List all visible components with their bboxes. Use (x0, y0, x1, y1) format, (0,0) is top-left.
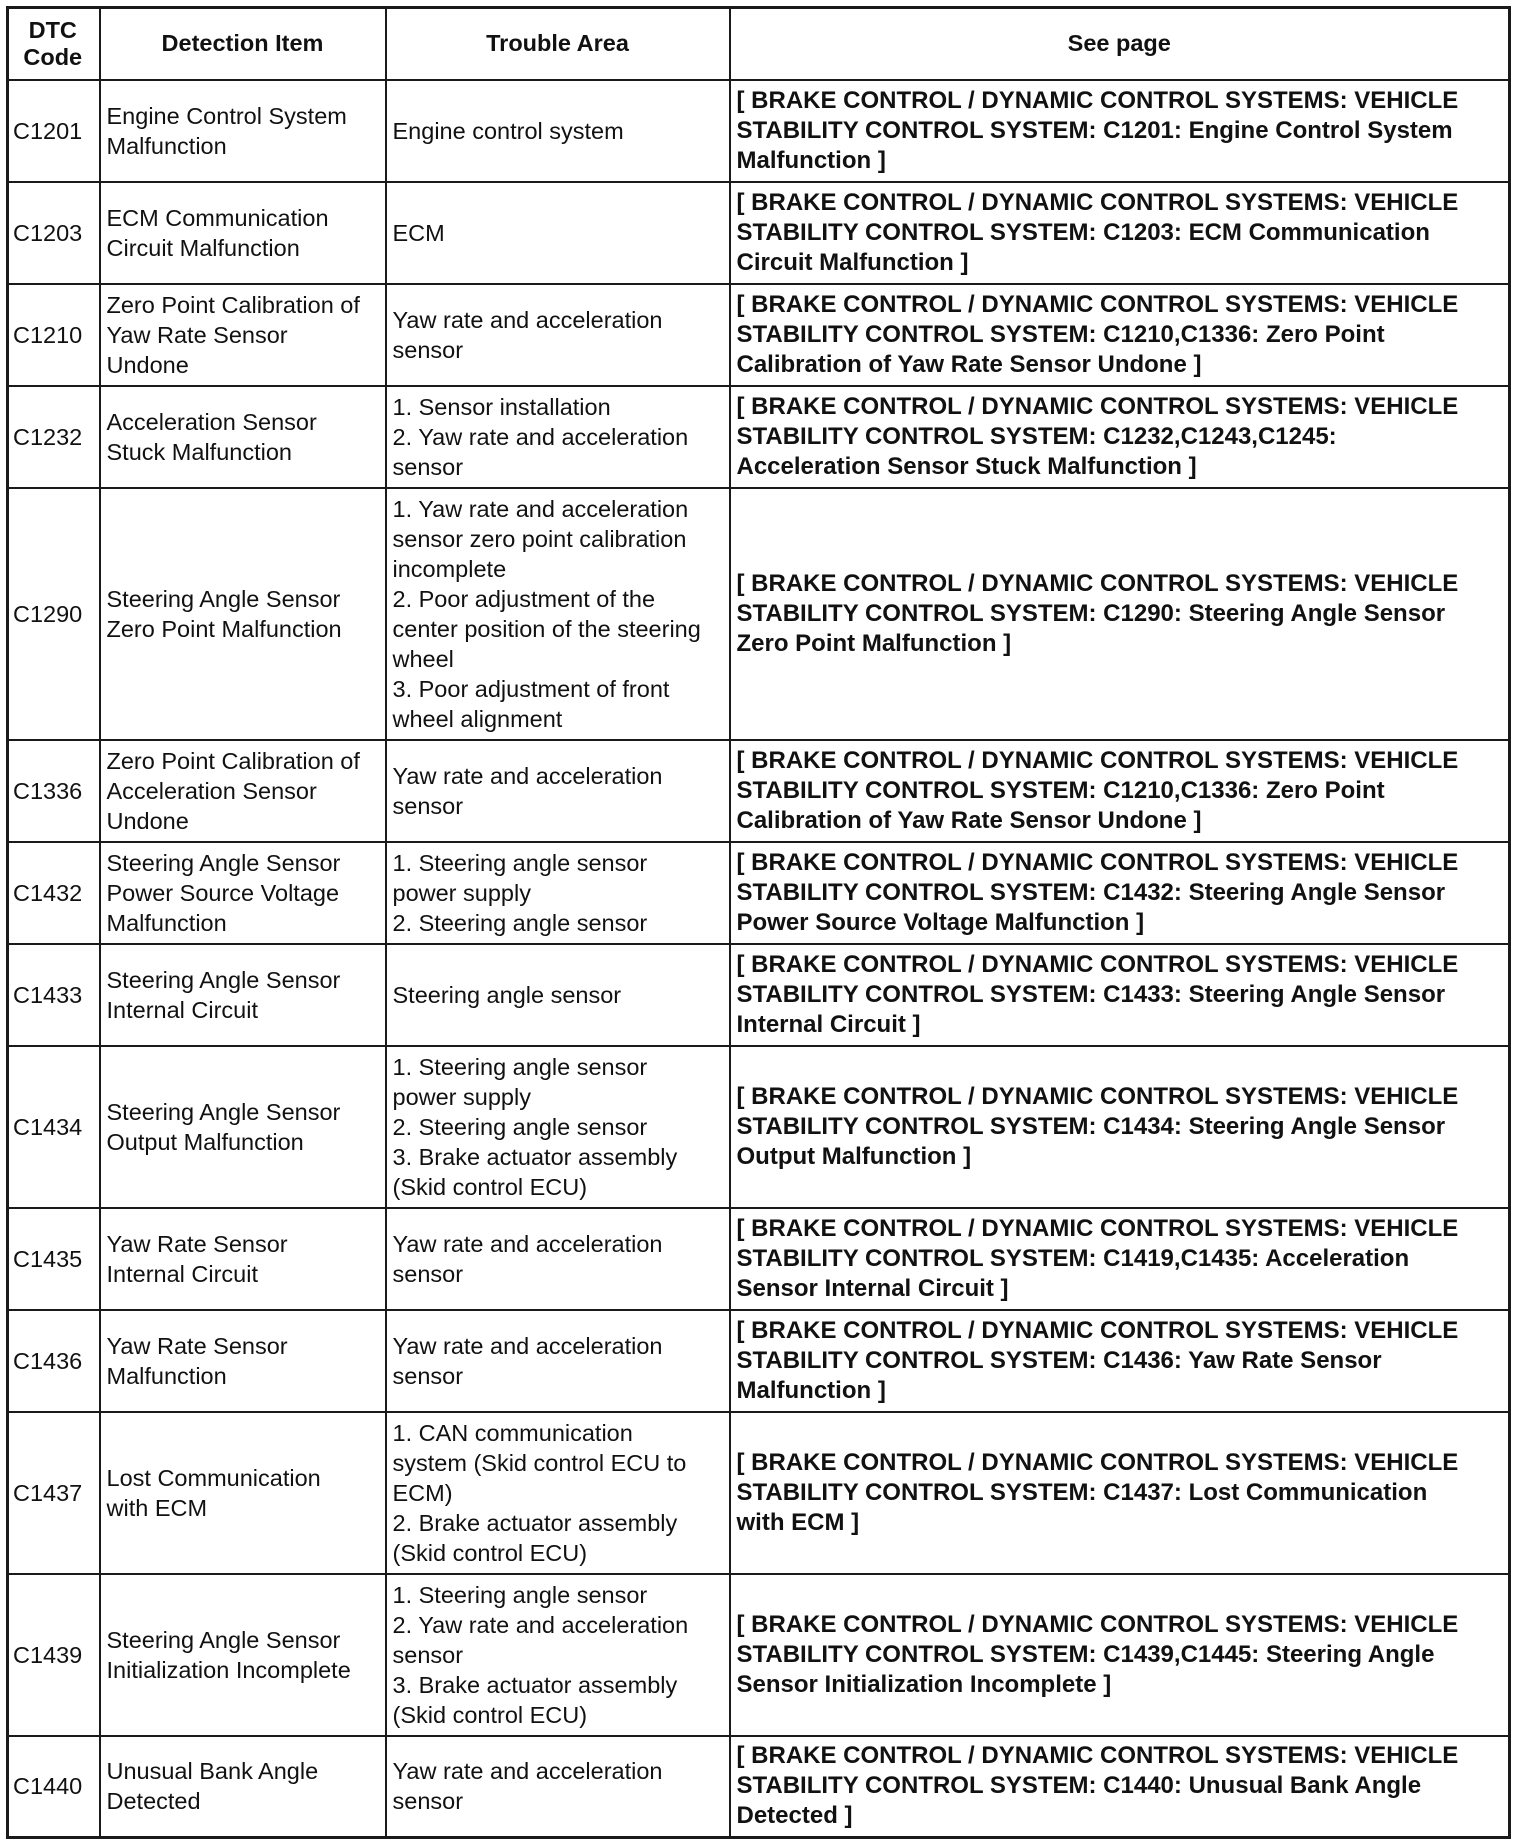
trouble-area-cell-line: sensor (392, 336, 464, 363)
see-page-cell-line: Detected ] (736, 1802, 853, 1830)
trouble-area-cell-line: 1. Steering angle sensor (392, 849, 648, 876)
trouble-area-cell-line: 1. Sensor installation (392, 393, 611, 420)
see-page-cell[interactable] (730, 1310, 1510, 1412)
detection-item-cell-line: Initialization Incomplete (106, 1656, 351, 1683)
see-page-cell-line: Sensor Internal Circuit ] (736, 1274, 1009, 1302)
trouble-area-cell-line: Yaw rate and acceleration (392, 1230, 663, 1257)
detection-item-cell (100, 842, 386, 944)
see-page-cell-line: [ BRAKE CONTROL / DYNAMIC CONTROL SYSTEMS: VEHICLE (736, 392, 1459, 420)
trouble-area-cell-line: 2. Yaw rate and acceleration (392, 423, 689, 450)
detection-item-cell-line: Undone (106, 807, 189, 834)
detection-item-cell-line: Acceleration Sensor (106, 777, 317, 804)
see-page-cell[interactable] (730, 182, 1510, 284)
see-page-cell-line: Zero Point Malfunction ] (736, 629, 1012, 657)
see-page-cell[interactable] (730, 740, 1510, 842)
see-page-cell-line: STABILITY CONTROL SYSTEM: C1434: Steering Angle Sensor (736, 1112, 1446, 1140)
trouble-area-cell (386, 488, 730, 740)
trouble-area-cell (386, 740, 730, 842)
detection-item-cell (100, 1412, 386, 1574)
trouble-area-cell-line: sensor zero point calibration (392, 525, 687, 552)
see-page-cell[interactable] (730, 1736, 1510, 1838)
detection-item-cell (100, 740, 386, 842)
table-row (8, 1208, 1510, 1310)
see-page-cell-line: Internal Circuit ] (736, 1010, 921, 1038)
trouble-area-cell-line: wheel (392, 645, 454, 672)
detection-item-cell-line: Steering Angle Sensor (106, 1626, 341, 1653)
dtc-code-cell: C1433 (8, 944, 100, 1046)
trouble-area-cell-line: 3. Brake actuator assembly (392, 1671, 678, 1698)
see-page-cell-line: STABILITY CONTROL SYSTEM: C1210,C1336: Zero Point (736, 776, 1385, 804)
table-row (8, 1574, 1510, 1736)
see-page-cell[interactable] (730, 386, 1510, 488)
see-page-cell[interactable] (730, 1412, 1510, 1574)
dtc-table-body (8, 80, 1510, 1838)
table-row (8, 1412, 1510, 1574)
header-dtc-code-line: Code (23, 43, 83, 70)
header-trouble-area: Trouble Area (386, 8, 730, 80)
detection-item-cell (100, 944, 386, 1046)
dtc-code-cell: C1437 (8, 1412, 100, 1574)
detection-item-cell (100, 1208, 386, 1310)
see-page-cell[interactable] (730, 488, 1510, 740)
detection-item-cell-line: Malfunction (106, 132, 227, 159)
trouble-area-cell-line: 2. Steering angle sensor (392, 909, 648, 936)
detection-item-cell-line: Zero Point Malfunction (106, 615, 342, 642)
trouble-area-cell-line: Yaw rate and acceleration (392, 306, 663, 333)
trouble-area-cell-line: 1. CAN communication (392, 1419, 633, 1446)
detection-item-cell (100, 1736, 386, 1838)
trouble-area-cell-line: 1. Steering angle sensor (392, 1581, 648, 1608)
detection-item-cell-line: Steering Angle Sensor (106, 585, 341, 612)
see-page-cell-line: STABILITY CONTROL SYSTEM: C1437: Lost Communication (736, 1478, 1428, 1506)
dtc-code-cell: C1290 (8, 488, 100, 740)
trouble-area-cell-line: 2. Brake actuator assembly (392, 1509, 678, 1536)
dtc-code-cell: C1336 (8, 740, 100, 842)
table-row (8, 80, 1510, 182)
dtc-code-cell: C1436 (8, 1310, 100, 1412)
trouble-area-cell-line: incomplete (392, 555, 507, 582)
detection-item-cell (100, 386, 386, 488)
trouble-area-cell-line: sensor (392, 1788, 464, 1815)
see-page-cell-line: STABILITY CONTROL SYSTEM: C1432: Steering Angle Sensor (736, 878, 1446, 906)
trouble-area-cell-line: (Skid control ECU) (392, 1173, 588, 1200)
detection-item-cell-line: ECM Communication (106, 204, 329, 231)
dtc-code-cell: C1203 (8, 182, 100, 284)
trouble-area-cell-line: sensor (392, 453, 464, 480)
see-page-cell-line: STABILITY CONTROL SYSTEM: C1210,C1336: Zero Point (736, 320, 1385, 348)
see-page-cell-line: with ECM ] (736, 1508, 860, 1536)
see-page-cell-line: [ BRAKE CONTROL / DYNAMIC CONTROL SYSTEMS: VEHICLE (736, 848, 1459, 876)
see-page-cell-line: Calibration of Yaw Rate Sensor Undone ] (736, 350, 1202, 378)
detection-item-cell-line: Detected (106, 1788, 201, 1815)
dtc-code-cell: C1435 (8, 1208, 100, 1310)
dtc-code-cell: C1434 (8, 1046, 100, 1208)
detection-item-cell-line: Engine Control System (106, 102, 347, 129)
table-row (8, 1046, 1510, 1208)
dtc-code-cell: C1432 (8, 842, 100, 944)
trouble-area-cell-line: sensor (392, 1362, 464, 1389)
trouble-area-cell-line: ECM (392, 219, 445, 246)
see-page-cell[interactable] (730, 944, 1510, 1046)
detection-item-cell-line: Output Malfunction (106, 1128, 304, 1155)
trouble-area-cell-line: 2. Yaw rate and acceleration (392, 1611, 689, 1638)
detection-item-cell-line: Malfunction (106, 1362, 227, 1389)
see-page-cell-line: Circuit Malfunction ] (736, 248, 969, 276)
detection-item-cell (100, 182, 386, 284)
trouble-area-cell (386, 1412, 730, 1574)
table-row (8, 1736, 1510, 1838)
trouble-area-cell (386, 1046, 730, 1208)
trouble-area-cell-line: 3. Poor adjustment of front (392, 675, 670, 702)
detection-item-cell-line: Power Source Voltage (106, 879, 340, 906)
detection-item-cell-line: Steering Angle Sensor (106, 1098, 341, 1125)
header-dtc-code-line: DTC (28, 16, 77, 43)
detection-item-cell (100, 1574, 386, 1736)
detection-item-cell-line: Undone (106, 351, 189, 378)
see-page-cell-line: Calibration of Yaw Rate Sensor Undone ] (736, 806, 1202, 834)
header-row (8, 8, 1510, 80)
detection-item-cell-line: Yaw Rate Sensor (106, 321, 288, 348)
header-detection-item: Detection Item (100, 8, 386, 80)
table-row (8, 944, 1510, 1046)
see-page-cell-line: [ BRAKE CONTROL / DYNAMIC CONTROL SYSTEMS: VEHICLE (736, 1082, 1459, 1110)
detection-item-cell (100, 488, 386, 740)
trouble-area-cell-line: power supply (392, 879, 531, 906)
see-page-cell-line: [ BRAKE CONTROL / DYNAMIC CONTROL SYSTEMS: VEHICLE (736, 1448, 1459, 1476)
table-row (8, 842, 1510, 944)
trouble-area-cell (386, 1208, 730, 1310)
detection-item-cell-line: Yaw Rate Sensor (106, 1230, 288, 1257)
detection-item-cell-line: Circuit Malfunction (106, 234, 300, 261)
table-row (8, 386, 1510, 488)
trouble-area-cell-line: 2. Poor adjustment of the (392, 585, 656, 612)
see-page-cell-line: Output Malfunction ] (736, 1142, 972, 1170)
dtc-code-cell: C1201 (8, 80, 100, 182)
see-page-cell-line: [ BRAKE CONTROL / DYNAMIC CONTROL SYSTEMS: VEHICLE (736, 1214, 1459, 1242)
trouble-area-cell (386, 386, 730, 488)
dtc-code-cell: C1439 (8, 1574, 100, 1736)
see-page-cell-line: Malfunction ] (736, 146, 886, 174)
trouble-area-cell-line: Steering angle sensor (392, 981, 622, 1008)
dtc-code-cell: C1210 (8, 284, 100, 386)
dtc-table (6, 6, 1511, 1839)
detection-item-cell-line: Malfunction (106, 909, 227, 936)
detection-item-cell-line: Internal Circuit (106, 1260, 258, 1287)
table-row (8, 182, 1510, 284)
trouble-area-cell-line: (Skid control ECU) (392, 1539, 588, 1566)
trouble-area-cell-line: sensor (392, 1641, 464, 1668)
see-page-cell-line: [ BRAKE CONTROL / DYNAMIC CONTROL SYSTEMS: VEHICLE (736, 290, 1459, 318)
see-page-cell-line: [ BRAKE CONTROL / DYNAMIC CONTROL SYSTEMS: VEHICLE (736, 950, 1459, 978)
see-page-cell[interactable] (730, 284, 1510, 386)
see-page-cell-line: STABILITY CONTROL SYSTEM: C1290: Steering Angle Sensor (736, 599, 1446, 627)
trouble-area-cell (386, 80, 730, 182)
detection-item-cell (100, 1310, 386, 1412)
detection-item-cell-line: with ECM (106, 1494, 208, 1521)
detection-item-cell-line: Yaw Rate Sensor (106, 1332, 288, 1359)
detection-item-cell-line: Stuck Malfunction (106, 438, 292, 465)
see-page-cell[interactable] (730, 80, 1510, 182)
see-page-cell[interactable] (730, 1208, 1510, 1310)
trouble-area-cell-line: power supply (392, 1083, 531, 1110)
trouble-area-cell-line: 1. Yaw rate and acceleration (392, 495, 689, 522)
trouble-area-cell (386, 284, 730, 386)
trouble-area-cell-line: Yaw rate and acceleration (392, 762, 663, 789)
trouble-area-cell-line: sensor (392, 792, 464, 819)
see-page-cell-line: STABILITY CONTROL SYSTEM: C1433: Steering Angle Sensor (736, 980, 1446, 1008)
see-page-cell-line: STABILITY CONTROL SYSTEM: C1419,C1435: Acceleration (736, 1244, 1410, 1272)
detection-item-cell-line: Zero Point Calibration of (106, 747, 360, 774)
trouble-area-cell-line: center position of the steering (392, 615, 701, 642)
trouble-area-cell (386, 1574, 730, 1736)
see-page-cell-line: STABILITY CONTROL SYSTEM: C1439,C1445: Steering Angle (736, 1640, 1435, 1668)
detection-item-cell-line: Acceleration Sensor (106, 408, 317, 435)
see-page-cell[interactable] (730, 842, 1510, 944)
trouble-area-cell-line: ECM) (392, 1479, 453, 1506)
trouble-area-cell (386, 842, 730, 944)
table-row (8, 284, 1510, 386)
trouble-area-cell (386, 1310, 730, 1412)
detection-item-cell (100, 1046, 386, 1208)
trouble-area-cell (386, 182, 730, 284)
detection-item-cell (100, 284, 386, 386)
detection-item-cell-line: Zero Point Calibration of (106, 291, 360, 318)
see-page-cell-line: [ BRAKE CONTROL / DYNAMIC CONTROL SYSTEMS: VEHICLE (736, 569, 1459, 597)
see-page-cell-line: Malfunction ] (736, 1376, 886, 1404)
trouble-area-cell-line: Yaw rate and acceleration (392, 1758, 663, 1785)
detection-item-cell-line: Steering Angle Sensor (106, 966, 341, 993)
see-page-cell-line: STABILITY CONTROL SYSTEM: C1201: Engine Control System (736, 116, 1453, 144)
detection-item-cell-line: Unusual Bank Angle (106, 1758, 319, 1785)
see-page-cell-line: [ BRAKE CONTROL / DYNAMIC CONTROL SYSTEMS: VEHICLE (736, 1610, 1459, 1638)
trouble-area-cell-line: sensor (392, 1260, 464, 1287)
see-page-cell-line: STABILITY CONTROL SYSTEM: C1440: Unusual Bank Angle (736, 1772, 1422, 1800)
see-page-cell-line: [ BRAKE CONTROL / DYNAMIC CONTROL SYSTEMS: VEHICLE (736, 188, 1459, 216)
detection-item-cell-line: Lost Communication (106, 1464, 321, 1491)
see-page-cell-line: [ BRAKE CONTROL / DYNAMIC CONTROL SYSTEMS: VEHICLE (736, 1742, 1459, 1770)
dtc-table-container (6, 6, 1511, 1839)
see-page-cell-line: Power Source Voltage Malfunction ] (736, 908, 1145, 936)
see-page-cell-line: STABILITY CONTROL SYSTEM: C1436: Yaw Rate Sensor (736, 1346, 1382, 1374)
trouble-area-cell-line: (Skid control ECU) (392, 1701, 588, 1728)
see-page-cell-line: [ BRAKE CONTROL / DYNAMIC CONTROL SYSTEMS: VEHICLE (736, 746, 1459, 774)
header-see-page: See page (730, 8, 1510, 80)
see-page-cell-line: Acceleration Sensor Stuck Malfunction ] (736, 452, 1197, 480)
dtc-code-cell: C1232 (8, 386, 100, 488)
table-row (8, 1310, 1510, 1412)
see-page-cell-line: STABILITY CONTROL SYSTEM: C1203: ECM Communication (736, 218, 1430, 246)
see-page-cell-line: STABILITY CONTROL SYSTEM: C1232,C1243,C1245: (736, 422, 1337, 450)
trouble-area-cell (386, 1736, 730, 1838)
trouble-area-cell-line: Yaw rate and acceleration (392, 1332, 663, 1359)
trouble-area-cell-line: system (Skid control ECU to (392, 1449, 687, 1476)
trouble-area-cell-line: 2. Steering angle sensor (392, 1113, 648, 1140)
trouble-area-cell (386, 944, 730, 1046)
see-page-cell[interactable] (730, 1046, 1510, 1208)
see-page-cell[interactable] (730, 1574, 1510, 1736)
see-page-cell-line: [ BRAKE CONTROL / DYNAMIC CONTROL SYSTEMS: VEHICLE (736, 1316, 1459, 1344)
detection-item-cell-line: Steering Angle Sensor (106, 849, 341, 876)
trouble-area-cell-line: 1. Steering angle sensor (392, 1053, 648, 1080)
header-dtc-code (8, 8, 100, 80)
trouble-area-cell-line: wheel alignment (392, 705, 563, 732)
trouble-area-cell-line: Engine control system (392, 117, 624, 144)
detection-item-cell-line: Internal Circuit (106, 996, 258, 1023)
detection-item-cell (100, 80, 386, 182)
see-page-cell-line: [ BRAKE CONTROL / DYNAMIC CONTROL SYSTEMS: VEHICLE (736, 86, 1459, 114)
see-page-cell-line: Sensor Initialization Incomplete ] (736, 1670, 1112, 1698)
table-row (8, 488, 1510, 740)
trouble-area-cell-line: 3. Brake actuator assembly (392, 1143, 678, 1170)
dtc-code-cell: C1440 (8, 1736, 100, 1838)
table-row (8, 740, 1510, 842)
